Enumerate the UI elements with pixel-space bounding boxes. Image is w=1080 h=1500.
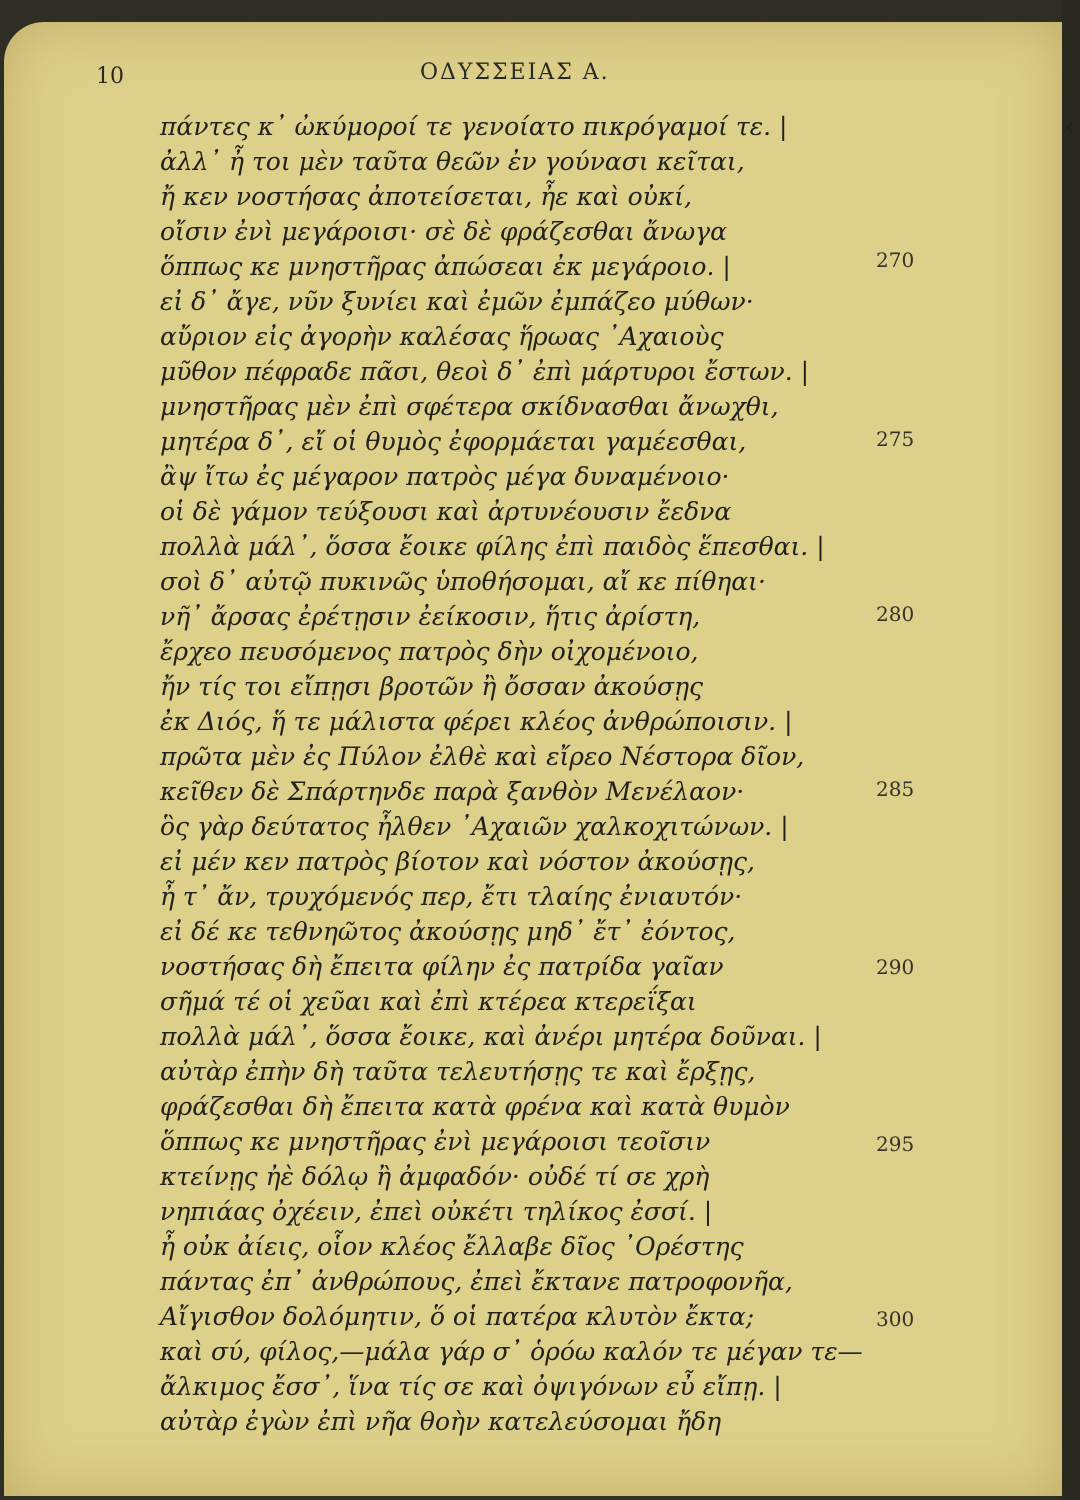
- verse-line: νηπιάας ὀχέειν, ἐπεὶ οὐκέτι τηλίκος ἐσσί. |: [160, 1197, 713, 1226]
- verse-line: ἀλλ᾿ ἦ τοι μὲν ταῦτα θεῶν ἐν γούνασι κεῖται,: [160, 147, 745, 176]
- verse-line: ἐκ Διός, ἥ τε μάλιστα φέρει κλέος ἀνθρώποισιν. |: [160, 707, 793, 736]
- verse-line: πάντες κ᾿ ὠκύμοροί τε γενοίατο πικρόγαμοί τε. |: [160, 112, 788, 141]
- verse-line: σῆμά τέ οἱ χεῦαι καὶ ἐπὶ κτέρεα κτερεΐξαι: [160, 987, 697, 1016]
- line-number: 295: [876, 1132, 915, 1156]
- verse-line: ὃς γὰρ δεύτατος ἦλθεν ᾿Αχαιῶν χαλκοχιτώνων. |: [160, 812, 789, 841]
- verse-line: πολλὰ μάλ᾿, ὅσσα ἔοικε φίλης ἐπὶ παιδὸς ἕπεσθαι. |: [160, 532, 825, 561]
- line-number: 300: [876, 1307, 915, 1331]
- verse-line: αὔριον εἰς ἀγορὴν καλέσας ἥρωας ᾿Αχαιοὺς: [160, 322, 724, 351]
- verse-line: αὐτὰρ ἐγὼν ἐπὶ νῆα θοὴν κατελεύσομαι ἤδη: [160, 1407, 722, 1436]
- verse-line: οἱ δὲ γάμον τεύξουσι καὶ ἀρτυνέουσιν ἔεδνα: [160, 497, 732, 526]
- verse-line: μητέρα δ᾿, εἴ οἱ θυμὸς ἐφορμάεται γαμέεσθαι,: [160, 427, 747, 456]
- verse-line: κτείνῃς ἠὲ δόλῳ ἢ ἀμφαδόν· οὐδέ τί σε χρὴ: [160, 1162, 710, 1191]
- verse-line: Αἴγισθον δολόμητιν, ὅ οἱ πατέρα κλυτὸν ἔκτα;: [160, 1302, 755, 1331]
- verse-line: εἰ δέ κε τεθνηῶτος ἀκούσῃς μηδ᾿ ἔτ᾿ ἐόντος,: [160, 917, 736, 946]
- verse-line: νοστήσας δὴ ἔπειτα φίλην ἐς πατρίδα γαῖαν: [160, 952, 724, 981]
- verse-line: μνηστῆρας μὲν ἐπὶ σφέτερα σκίδνασθαι ἄνωχθι,: [160, 392, 779, 421]
- verse-line: εἰ δ᾿ ἄγε, νῦν ξυνίει καὶ ἐμῶν ἐμπάζεο μύθων·: [160, 287, 754, 316]
- verse-line: μῦθον πέφραδε πᾶσι, θεοὶ δ᾿ ἐπὶ μάρτυροι ἔστων. |: [160, 357, 810, 386]
- verse-line: φράζεσθαι δὴ ἔπειτα κατὰ φρένα καὶ κατὰ θυμὸν: [160, 1092, 790, 1121]
- line-number: 275: [876, 427, 915, 451]
- verse-line: πολλὰ μάλ᾿, ὅσσα ἔοικε, καὶ ἀνέρι μητέρα δοῦναι. |: [160, 1022, 822, 1051]
- bookmark-tab-icon: ‹: [1064, 110, 1076, 143]
- verse-line: πάντας ἐπ᾿ ἀνθρώπους, ἐπεὶ ἔκτανε πατροφονῆα,: [160, 1267, 793, 1296]
- verse-line: ἦ τ᾿ ἄν, τρυχόμενός περ, ἔτι τλαίης ἐνιαυτόν·: [160, 882, 743, 911]
- verse-line: οἴσιν ἐνὶ μεγάροισι· σὲ δὲ φράζεσθαι ἄνωγα: [160, 217, 727, 246]
- verse-line: εἰ μέν κεν πατρὸς βίοτον καὶ νόστον ἀκούσῃς,: [160, 847, 755, 876]
- verse-line: ὅππως κε μνηστῆρας ἐνὶ μεγάροισι τεοῖσιν: [160, 1127, 711, 1156]
- line-number: 270: [876, 248, 915, 272]
- verse-line: πρῶτα μὲν ἐς Πύλον ἐλθὲ καὶ εἴρεο Νέστορα δῖον,: [160, 742, 805, 771]
- line-number: 285: [876, 777, 915, 801]
- verse-line: ἄλκιμος ἔσσ᾿, ἵνα τίς σε καὶ ὀψιγόνων εὖ εἴπῃ. |: [160, 1372, 782, 1401]
- verse-line: ἤν τίς τοι εἴπῃσι βροτῶν ἢ ὄσσαν ἀκούσῃς: [160, 672, 704, 701]
- verse-line: κεῖθεν δὲ Σπάρτηνδε παρὰ ξανθὸν Μενέλαον·: [160, 777, 745, 806]
- verse-line: νῆ᾿ ἄρσας ἐρέτῃσιν ἐείκοσιν, ἥτις ἀρίστη,: [160, 602, 701, 631]
- verse-line: ἦ οὐκ ἀίεις, οἷον κλέος ἔλλαβε δῖος ᾿Ορέστης: [160, 1232, 744, 1261]
- verse-line: ἤ κεν νοστήσας ἀποτείσεται, ἦε καὶ οὐκί,: [160, 182, 692, 211]
- verse-line: ἔρχεο πευσόμενος πατρὸς δὴν οἰχομένοιο,: [160, 637, 699, 666]
- verse-line: σοὶ δ᾿ αὐτῷ πυκινῶς ὑποθήσομαι, αἴ κε πίθηαι·: [160, 567, 766, 596]
- running-title: ΟΔΥΣΣΕΙΑΣ Α.: [420, 60, 610, 85]
- verse-line: ἂψ ἴτω ἐς μέγαρον πατρὸς μέγα δυναμένοιο·: [160, 462, 730, 491]
- verse-line: καὶ σύ, φίλος,—μάλα γάρ σ᾿ ὁρόω καλόν τε μέγαν τε—: [160, 1337, 863, 1366]
- line-number: 290: [876, 955, 915, 979]
- line-number: 280: [876, 602, 915, 626]
- page-number: 10: [96, 64, 124, 89]
- verse-line: ὅππως κε μνηστῆρας ἀπώσεαι ἐκ μεγάροιο. |: [160, 252, 731, 281]
- verse-line: αὐτὰρ ἐπὴν δὴ ταῦτα τελευτήσῃς τε καὶ ἔρξῃς,: [160, 1057, 756, 1086]
